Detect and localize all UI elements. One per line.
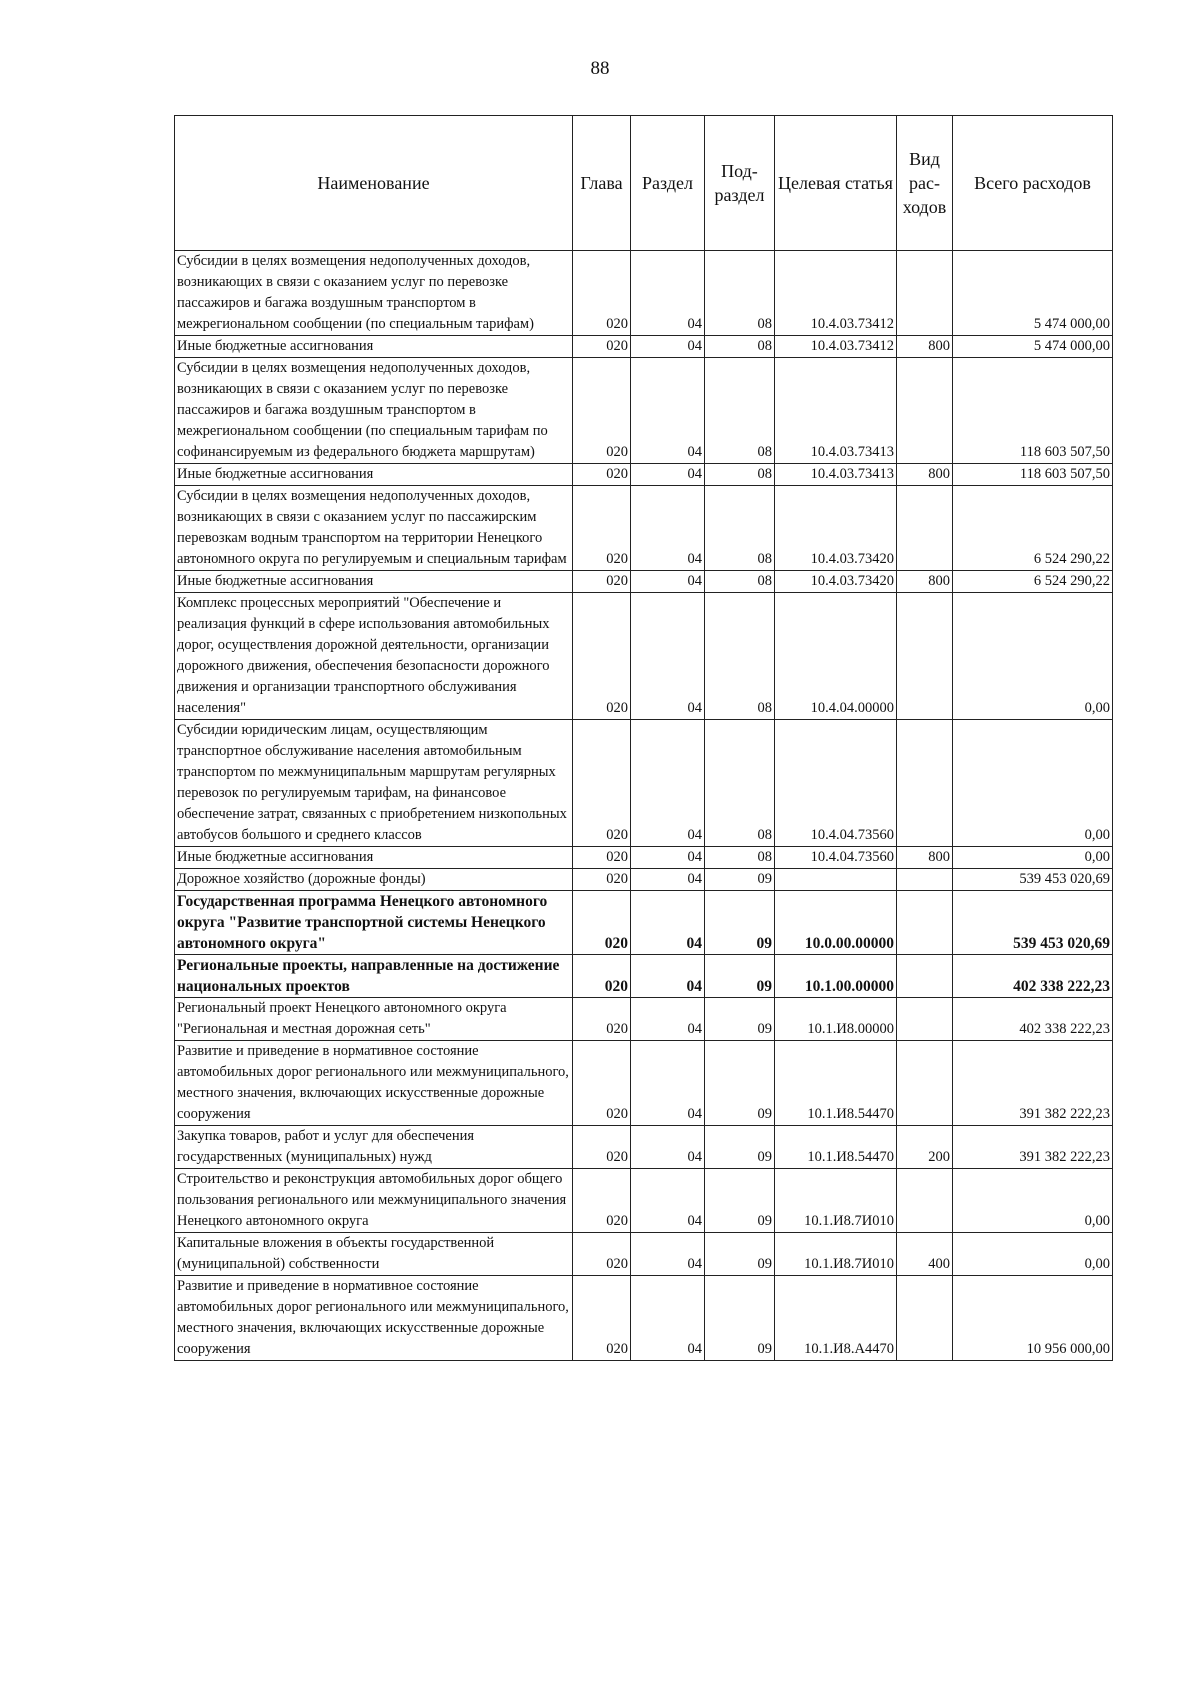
cell-podrazdel: 08: [705, 593, 775, 720]
cell-total: 539 453 020,69: [953, 891, 1113, 955]
cell-glava: 020: [573, 720, 631, 847]
table-row: [175, 571, 1113, 593]
cell-razdel: 04: [631, 593, 705, 720]
cell-podrazdel: 08: [705, 720, 775, 847]
cell-name: Региональный проект Ненецкого автономного округа "Региональная и местная дорожная сеть": [175, 998, 573, 1041]
header-razdel: Раздел: [631, 116, 705, 251]
cell-name: Иные бюджетные ассигнования: [175, 571, 573, 593]
table-row: [175, 955, 1113, 998]
cell-total: 0,00: [953, 1233, 1113, 1276]
cell-celevaya: 10.4.03.73420: [775, 571, 897, 593]
cell-total: 5 474 000,00: [953, 251, 1113, 336]
cell-razdel: 04: [631, 486, 705, 571]
cell-name: Строительство и реконструкция автомобильных дорог общего пользования регионального или межмуниципального значения Ненецкого автономного округа: [175, 1169, 573, 1233]
cell-celevaya: 10.4.04.00000: [775, 593, 897, 720]
cell-name: Дорожное хозяйство (дорожные фонды): [175, 869, 573, 891]
cell-celevaya: 10.4.03.73420: [775, 486, 897, 571]
table-row: [175, 869, 1113, 891]
cell-podrazdel: 09: [705, 1169, 775, 1233]
cell-razdel: 04: [631, 955, 705, 998]
cell-vid: 800: [897, 847, 953, 869]
cell-celevaya: 10.1.И8.7И010: [775, 1169, 897, 1233]
table-row: [175, 998, 1113, 1041]
cell-razdel: 04: [631, 1041, 705, 1126]
table-row: [175, 464, 1113, 486]
cell-glava: 020: [573, 1233, 631, 1276]
cell-total: 391 382 222,23: [953, 1126, 1113, 1169]
cell-razdel: 04: [631, 1126, 705, 1169]
cell-vid: [897, 1276, 953, 1361]
cell-vid: 800: [897, 571, 953, 593]
cell-vid: [897, 358, 953, 464]
cell-name: Развитие и приведение в нормативное состояние автомобильных дорог регионального или межмуниципального, местного значения, включающих искусственные дорожные сооружения: [175, 1276, 573, 1361]
cell-total: 0,00: [953, 1169, 1113, 1233]
cell-celevaya: 10.1.00.00000: [775, 955, 897, 998]
cell-celevaya: 10.1.И8.00000: [775, 998, 897, 1041]
table-row: [175, 891, 1113, 955]
header-celevaya: Целевая статья: [775, 116, 897, 251]
cell-vid: [897, 486, 953, 571]
header-name: Наименование: [175, 116, 573, 251]
cell-podrazdel: 08: [705, 847, 775, 869]
table-row: [175, 593, 1113, 720]
cell-glava: 020: [573, 336, 631, 358]
header-glava: Глава: [573, 116, 631, 251]
header-podrazdel: Под- раздел: [705, 116, 775, 251]
cell-glava: 020: [573, 464, 631, 486]
cell-total: 5 474 000,00: [953, 336, 1113, 358]
table-row: [175, 1169, 1113, 1233]
cell-vid: [897, 593, 953, 720]
cell-total: 10 956 000,00: [953, 1276, 1113, 1361]
cell-celevaya: 10.1.И8.А4470: [775, 1276, 897, 1361]
cell-total: 539 453 020,69: [953, 869, 1113, 891]
cell-razdel: 04: [631, 358, 705, 464]
cell-vid: 200: [897, 1126, 953, 1169]
cell-vid: [897, 955, 953, 998]
cell-glava: 020: [573, 891, 631, 955]
cell-podrazdel: 09: [705, 955, 775, 998]
cell-total: 0,00: [953, 593, 1113, 720]
cell-glava: 020: [573, 486, 631, 571]
table-row: [175, 1126, 1113, 1169]
cell-podrazdel: 09: [705, 891, 775, 955]
header-total: Всего расходов: [953, 116, 1113, 251]
header-vid: Вид рас- ходов: [897, 116, 953, 251]
cell-vid: 800: [897, 464, 953, 486]
cell-celevaya: 10.1.И8.54470: [775, 1041, 897, 1126]
cell-glava: 020: [573, 571, 631, 593]
cell-name: Субсидии в целях возмещения недополученных доходов, возникающих в связи с оказанием услуг по перевозке пассажиров и багажа воздушным транспортом в межрегиональном сообщении (по специальным тарифам): [175, 251, 573, 336]
table-row: [175, 847, 1113, 869]
cell-glava: 020: [573, 869, 631, 891]
cell-celevaya: 10.4.03.73413: [775, 464, 897, 486]
cell-razdel: 04: [631, 1169, 705, 1233]
cell-vid: 800: [897, 336, 953, 358]
cell-total: 402 338 222,23: [953, 998, 1113, 1041]
cell-vid: [897, 251, 953, 336]
cell-name: Комплекс процессных мероприятий "Обеспечение и реализация функций в сфере использования автомобильных дорог, осуществления дорожной деятельности, организации дорожного движения, обеспечения безопасности дорожного движения и организации транспортного обслуживания населения": [175, 593, 573, 720]
cell-total: 118 603 507,50: [953, 358, 1113, 464]
cell-total: 6 524 290,22: [953, 571, 1113, 593]
cell-celevaya: 10.0.00.00000: [775, 891, 897, 955]
cell-razdel: 04: [631, 720, 705, 847]
cell-celevaya: [775, 869, 897, 891]
cell-name: Иные бюджетные ассигнования: [175, 336, 573, 358]
cell-podrazdel: 09: [705, 1276, 775, 1361]
cell-podrazdel: 09: [705, 1126, 775, 1169]
budget-table: [174, 115, 1113, 1361]
cell-podrazdel: 08: [705, 486, 775, 571]
cell-razdel: 04: [631, 464, 705, 486]
cell-glava: 020: [573, 847, 631, 869]
cell-razdel: 04: [631, 869, 705, 891]
cell-name: Субсидии юридическим лицам, осуществляющим транспортное обслуживание населения автомобильным транспортом по межмуниципальным маршрутам регулярных перевозок по регулируемым тарифам, на финансовое обеспечение затрат, связанных с приобретением низкопольных автобусов большого и среднего классов: [175, 720, 573, 847]
cell-podrazdel: 08: [705, 251, 775, 336]
cell-celevaya: 10.4.03.73412: [775, 251, 897, 336]
cell-glava: 020: [573, 1276, 631, 1361]
cell-glava: 020: [573, 998, 631, 1041]
page-number: 88: [590, 58, 610, 79]
cell-podrazdel: 08: [705, 358, 775, 464]
cell-name: Региональные проекты, направленные на достижение национальных проектов: [175, 955, 573, 998]
cell-glava: 020: [573, 955, 631, 998]
cell-podrazdel: 08: [705, 464, 775, 486]
cell-name: Закупка товаров, работ и услуг для обеспечения государственных (муниципальных) нужд: [175, 1126, 573, 1169]
cell-total: 0,00: [953, 720, 1113, 847]
cell-vid: 400: [897, 1233, 953, 1276]
cell-glava: 020: [573, 1126, 631, 1169]
cell-razdel: 04: [631, 1276, 705, 1361]
cell-razdel: 04: [631, 1233, 705, 1276]
table-header-row: [175, 116, 1113, 251]
table-row: [175, 486, 1113, 571]
cell-name: Развитие и приведение в нормативное состояние автомобильных дорог регионального или межмуниципального, местного значения, включающих искусственные дорожные сооружения: [175, 1041, 573, 1126]
table-row: [175, 1276, 1113, 1361]
cell-glava: 020: [573, 593, 631, 720]
cell-name: Субсидии в целях возмещения недополученных доходов, возникающих в связи с оказанием услуг по пассажирским перевозкам водным транспортом на территории Ненецкого автономного округа по регулируемым и специальным тарифам: [175, 486, 573, 571]
table-row: [175, 1041, 1113, 1126]
cell-razdel: 04: [631, 571, 705, 593]
cell-name: Субсидии в целях возмещения недополученных доходов, возникающих в связи с оказанием услуг по перевозке пассажиров и багажа воздушным транспортом в межрегиональном сообщении (по специальным тарифам по софинансируемым из федерального бюджета маршрутам): [175, 358, 573, 464]
cell-total: 0,00: [953, 847, 1113, 869]
cell-celevaya: 10.4.03.73413: [775, 358, 897, 464]
cell-razdel: 04: [631, 251, 705, 336]
cell-podrazdel: 09: [705, 1233, 775, 1276]
cell-vid: [897, 1041, 953, 1126]
cell-total: 391 382 222,23: [953, 1041, 1113, 1126]
cell-celevaya: 10.4.04.73560: [775, 847, 897, 869]
cell-glava: 020: [573, 1169, 631, 1233]
cell-vid: [897, 720, 953, 847]
cell-glava: 020: [573, 1041, 631, 1126]
cell-celevaya: 10.4.04.73560: [775, 720, 897, 847]
cell-celevaya: 10.4.03.73412: [775, 336, 897, 358]
cell-razdel: 04: [631, 847, 705, 869]
cell-name: Иные бюджетные ассигнования: [175, 847, 573, 869]
cell-razdel: 04: [631, 998, 705, 1041]
cell-celevaya: 10.1.И8.54470: [775, 1126, 897, 1169]
cell-razdel: 04: [631, 336, 705, 358]
table-row: [175, 358, 1113, 464]
table-row: [175, 336, 1113, 358]
cell-podrazdel: 09: [705, 1041, 775, 1126]
cell-vid: [897, 891, 953, 955]
cell-glava: 020: [573, 358, 631, 464]
table-row: [175, 1233, 1113, 1276]
cell-vid: [897, 1169, 953, 1233]
cell-podrazdel: 09: [705, 869, 775, 891]
cell-vid: [897, 998, 953, 1041]
cell-total: 402 338 222,23: [953, 955, 1113, 998]
cell-celevaya: 10.1.И8.7И010: [775, 1233, 897, 1276]
cell-podrazdel: 08: [705, 571, 775, 593]
cell-podrazdel: 08: [705, 336, 775, 358]
table-row: [175, 720, 1113, 847]
table-row: [175, 251, 1113, 336]
cell-name: Иные бюджетные ассигнования: [175, 464, 573, 486]
cell-vid: [897, 869, 953, 891]
cell-total: 118 603 507,50: [953, 464, 1113, 486]
cell-razdel: 04: [631, 891, 705, 955]
cell-podrazdel: 09: [705, 998, 775, 1041]
cell-name: Государственная программа Ненецкого автономного округа "Развитие транспортной системы Ненецкого автономного округа": [175, 891, 573, 955]
cell-glava: 020: [573, 251, 631, 336]
cell-total: 6 524 290,22: [953, 486, 1113, 571]
cell-name: Капитальные вложения в объекты государственной (муниципальной) собственности: [175, 1233, 573, 1276]
